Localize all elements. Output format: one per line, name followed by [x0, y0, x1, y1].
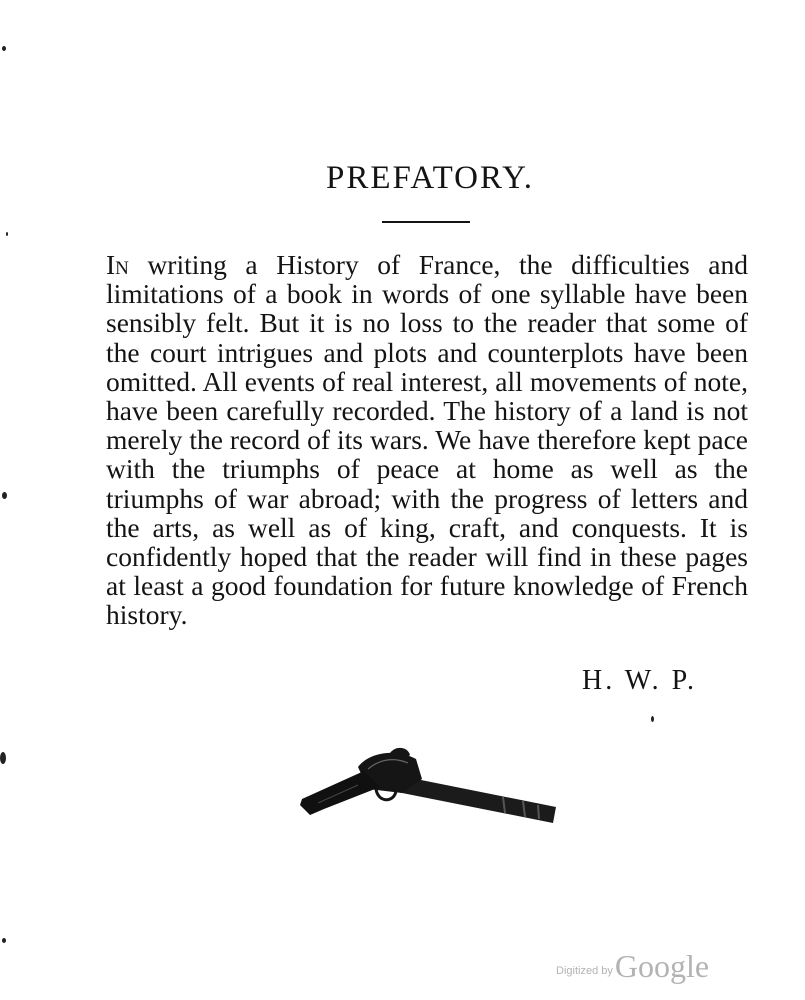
margin-speck	[2, 492, 7, 499]
margin-speck	[651, 716, 654, 722]
watermark-prefix: Digitized by	[556, 965, 613, 977]
margin-speck	[0, 752, 6, 764]
drop-cap: In	[106, 249, 129, 280]
google-logo: Google	[614, 948, 710, 984]
margin-speck	[6, 232, 8, 236]
title-rule	[382, 221, 470, 223]
preface-paragraph	[106, 250, 748, 630]
page-title: PREFATORY.	[325, 160, 534, 196]
preface-text: writing a History of France, the difficulties and limitations of a book in words of one syllable have been sensibly felt. But it is no loss to the reader that some of the court intrigues and plots and counterplots have been omitted. All events of real interest, all movements of note, have been carefully recorded. The history of a land is not merely the record of its wars. We have therefore kept pace with the triumphs of peace at home as well as the triumphs of war abroad; with the progress of letters and the arts, as well as of king, craft, and conquests. It is confidently hoped that the reader will find in these pages at least a good foundation for future knowledge of French history.	[106, 249, 748, 631]
pistol-icon	[298, 745, 560, 835]
digitized-watermark	[556, 948, 709, 985]
author-initials: H. W. P.	[582, 665, 698, 696]
margin-speck	[2, 938, 6, 943]
margin-speck	[2, 46, 6, 51]
